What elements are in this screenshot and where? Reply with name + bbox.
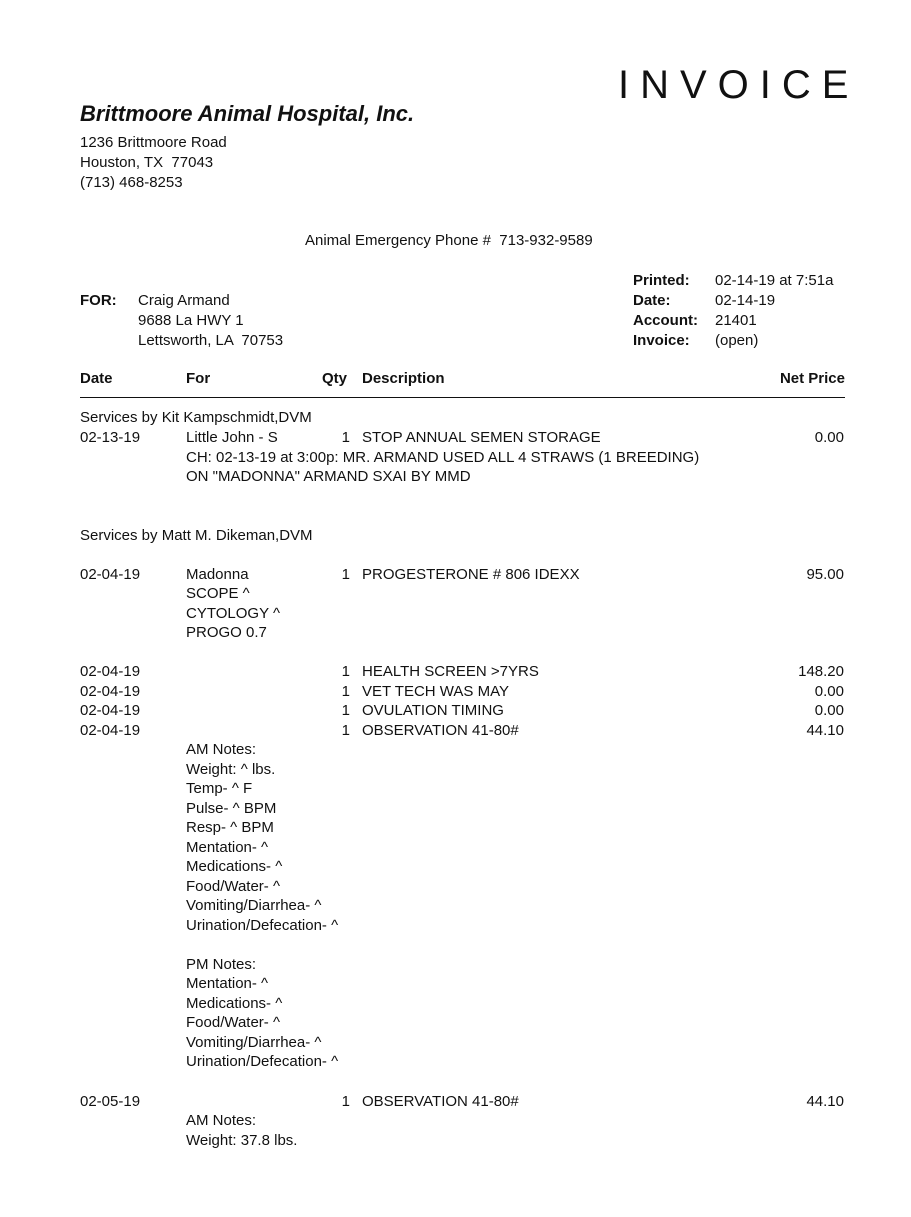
row-date: 02-04-19: [80, 566, 141, 583]
row-patient: Madonna: [186, 566, 249, 583]
row-description: OBSERVATION 41-80#: [362, 722, 519, 739]
row-date: 02-04-19: [80, 683, 141, 700]
row-price: 95.00: [806, 566, 844, 583]
date-value: 02-14-19: [715, 292, 776, 309]
am-note-line: Vomiting/Diarrhea- ^: [186, 897, 322, 914]
row-qty: 1: [341, 663, 350, 680]
emergency-phone: Animal Emergency Phone # 713-932-9589: [305, 232, 593, 249]
row-note-line: ON "MADONNA" ARMAND SXAI BY MMD: [186, 468, 471, 485]
row-description: PROGESTERONE # 806 IDEXX: [362, 566, 580, 583]
client-name: Craig Armand: [138, 292, 230, 309]
pm-note-line: Urination/Defecation- ^: [186, 1053, 339, 1070]
am-notes-heading: AM Notes:: [186, 1112, 257, 1129]
row-price: 44.10: [806, 1093, 844, 1110]
row-note-line: CH: 02-13-19 at 3:00p: MR. ARMAND USED ALL 4 STRAWS (1 BREEDING): [186, 449, 700, 466]
printed-label: Printed:: [633, 272, 690, 289]
row-date: 02-04-19: [80, 722, 141, 739]
column-header-description: Description: [362, 370, 445, 387]
row-qty: 1: [341, 1093, 350, 1110]
column-header-for: For: [186, 370, 211, 387]
for-label: FOR:: [80, 292, 117, 309]
am-note-line: Temp- ^ F: [186, 780, 253, 797]
row-price: 148.20: [798, 663, 844, 680]
am-note-line: Mentation- ^: [186, 839, 269, 856]
row-price: 0.00: [814, 683, 844, 700]
am-note-line: Resp- ^ BPM: [186, 819, 274, 836]
row-price: 44.10: [806, 722, 844, 739]
header-divider: [80, 397, 845, 398]
invoice-number-value: (open): [715, 332, 759, 349]
clinic-address-line: Houston, TX 77043: [80, 154, 214, 171]
client-address-line: Lettsworth, LA 70753: [138, 332, 284, 349]
row-qty: 1: [341, 702, 350, 719]
printed-value: 02-14-19 at 7:51a: [715, 272, 834, 289]
row-description: HEALTH SCREEN >7YRS: [362, 663, 539, 680]
row-note-line: SCOPE ^: [186, 585, 250, 602]
invoice-number-label: Invoice:: [633, 332, 690, 349]
column-header-date: Date: [80, 370, 113, 387]
date-label: Date:: [633, 292, 671, 309]
am-note-line: Weight: 37.8 lbs.: [186, 1132, 298, 1149]
column-header-net-price: Net Price: [779, 370, 845, 387]
row-description: VET TECH WAS MAY: [362, 683, 509, 700]
am-note-line: Food/Water- ^: [186, 878, 281, 895]
pm-note-line: Vomiting/Diarrhea- ^: [186, 1034, 322, 1051]
pm-note-line: Mentation- ^: [186, 975, 269, 992]
row-qty: 1: [341, 722, 350, 739]
clinic-phone: (713) 468-8253: [80, 174, 183, 191]
row-description: OBSERVATION 41-80#: [362, 1093, 519, 1110]
account-label: Account:: [633, 312, 698, 329]
row-description: OVULATION TIMING: [362, 702, 504, 719]
clinic-name: Brittmoore Animal Hospital, Inc.: [80, 101, 415, 126]
section-header: Services by Matt M. Dikeman,DVM: [80, 527, 313, 544]
pm-note-line: Medications- ^: [186, 995, 283, 1012]
am-note-line: Weight: ^ lbs.: [186, 761, 276, 778]
row-qty: 1: [341, 566, 350, 583]
am-note-line: Urination/Defecation- ^: [186, 917, 339, 934]
row-note-line: CYTOLOGY ^: [186, 605, 281, 622]
row-price: 0.00: [814, 702, 844, 719]
am-note-line: Pulse- ^ BPM: [186, 800, 277, 817]
row-date: 02-13-19: [80, 429, 141, 446]
clinic-address-line: 1236 Brittmoore Road: [80, 134, 227, 151]
invoice-title: INVOICE: [618, 63, 860, 107]
row-date: 02-04-19: [80, 702, 141, 719]
row-description: STOP ANNUAL SEMEN STORAGE: [362, 429, 601, 446]
account-value: 21401: [715, 312, 757, 329]
section-header: Services by Kit Kampschmidt,DVM: [80, 409, 312, 426]
row-note-line: PROGO 0.7: [186, 624, 267, 641]
row-date: 02-05-19: [80, 1093, 141, 1110]
client-address-line: 9688 La HWY 1: [138, 312, 244, 329]
row-qty: 1: [341, 683, 350, 700]
column-header-qty: Qty: [322, 370, 348, 387]
pm-notes-heading: PM Notes:: [186, 956, 257, 973]
am-note-line: Medications- ^: [186, 858, 283, 875]
pm-note-line: Food/Water- ^: [186, 1014, 281, 1031]
row-price: 0.00: [814, 429, 844, 446]
row-patient: Little John - S: [186, 429, 278, 446]
row-date: 02-04-19: [80, 663, 141, 680]
am-notes-heading: AM Notes:: [186, 741, 257, 758]
row-qty: 1: [341, 429, 350, 446]
